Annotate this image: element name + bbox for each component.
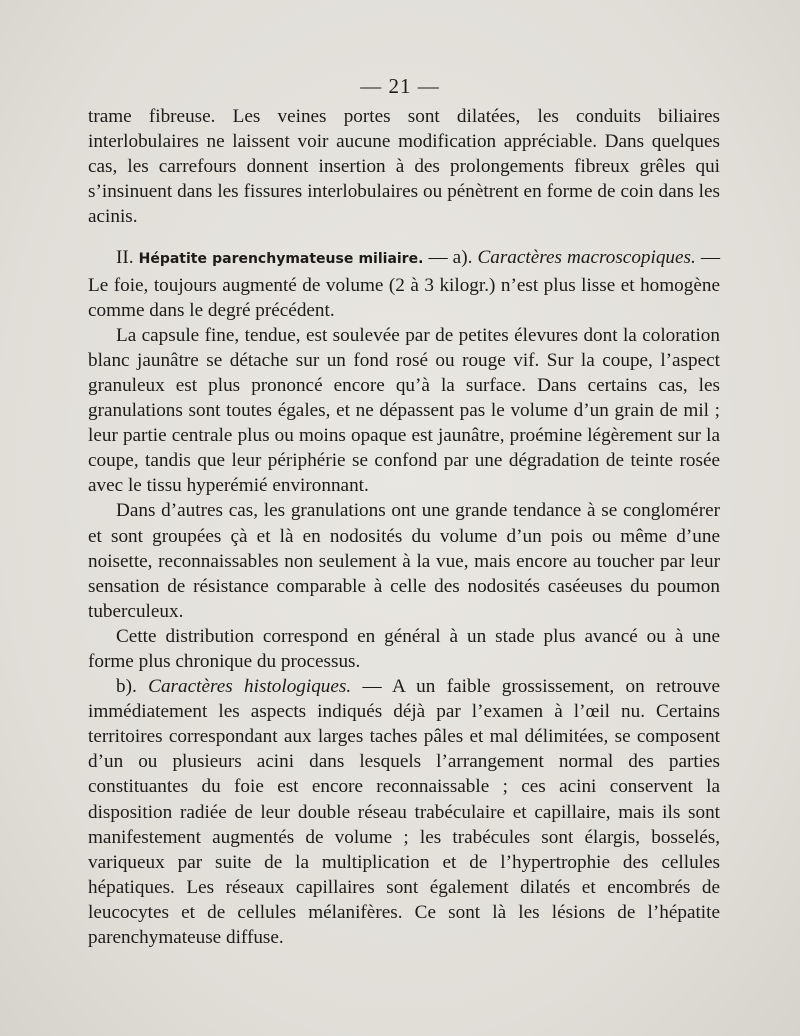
subsection-label: b). bbox=[116, 676, 137, 698]
subsection-title: Caractères macroscopiques. bbox=[477, 247, 696, 269]
page-number: — 21 — bbox=[360, 74, 440, 98]
subsection-title: Caractères histologiques. bbox=[148, 676, 352, 698]
paragraph: Cette distribution correspond en général à un stade plus avancé ou à une forme plus chronique du processus. bbox=[88, 625, 720, 672]
section-title: Hépatite parenchymateuse miliaire. bbox=[138, 251, 424, 268]
paragraph-text: — Le foie, toujours augmenté de volume (2 à 3 kilogr.) n’est plus lisse et homogène comme dans le degré précédent. bbox=[88, 247, 721, 321]
paragraph-continuation: trame fibreuse. Les veines portes sont dilatées, les conduits biliaires interlobulaires ne laissent voir aucune modification appréciable. Dans quelques cas, les carrefours donnent insertion à des prolongements fibreux grêles qui s’insinuent dans les fissures interlobulaires ou pénètrent en forme de coin dans les acinis. bbox=[88, 106, 720, 228]
paragraph: La capsule fine, tendue, est soulevée par de petites élevures dont la coloration blanc jaunâtre se détache sur un fond rosé ou rouge vif. Sur la coupe, l’aspect granuleux est plus prononcé encore qu’à la surface. Dans certains cas, les granulations sont toutes égales, et ne dépassent pas le volume d’un grain de mil ; leur partie centrale plus ou moins opaque est jaunâtre, proémine légèrement sur la coupe, tandis que leur périphérie se confond par une dégradation de teinte rosée avec le tissu hyperémié environnant. bbox=[88, 324, 720, 497]
paragraph: Dans d’autres cas, les granulations ont une grande tendance à se conglomérer et sont groupées çà et là en nodosités du volume d’un pois ou même d’une noisette, reconnaissables non seulement à la vue, mais encore au toucher par leur sensation de résistance comparable à celle des nodosités caséeuses du poumon tuberculeux. bbox=[88, 500, 720, 622]
paragraph-text: — A un faible grossissement, on retrouve immédiatement les aspects indiqués déjà par l’examen à l’œil nu. Certains territoires correspondant aux larges taches pâles et mal délimitées, se composent d’un ou plusieurs acini dans lesquels l’arrangement normal des parties constituantes du foie est encore reconnaissable ; ces acini conservent la disposition radiée de leur double réseau trabéculaire et capillaire, mais ils sont manifestement augmentés de volume ; les trabécules sont élargis, bosselés, variqueux par suite de la multiplication et de l’hypertrophie des cellules hépatiques. Les réseaux capillaires sont également dilatés et encombrés de leucocytes et de cellules mélanifères. Ce sont là les lésions de l’hépatite parenchymateuse diffuse. bbox=[88, 676, 721, 948]
subsection-paragraph bbox=[88, 674, 720, 950]
section-numeral: II. bbox=[116, 247, 134, 269]
subsection-label: — a). bbox=[428, 247, 473, 269]
body-text bbox=[88, 104, 720, 950]
section-heading-paragraph bbox=[88, 245, 720, 322]
